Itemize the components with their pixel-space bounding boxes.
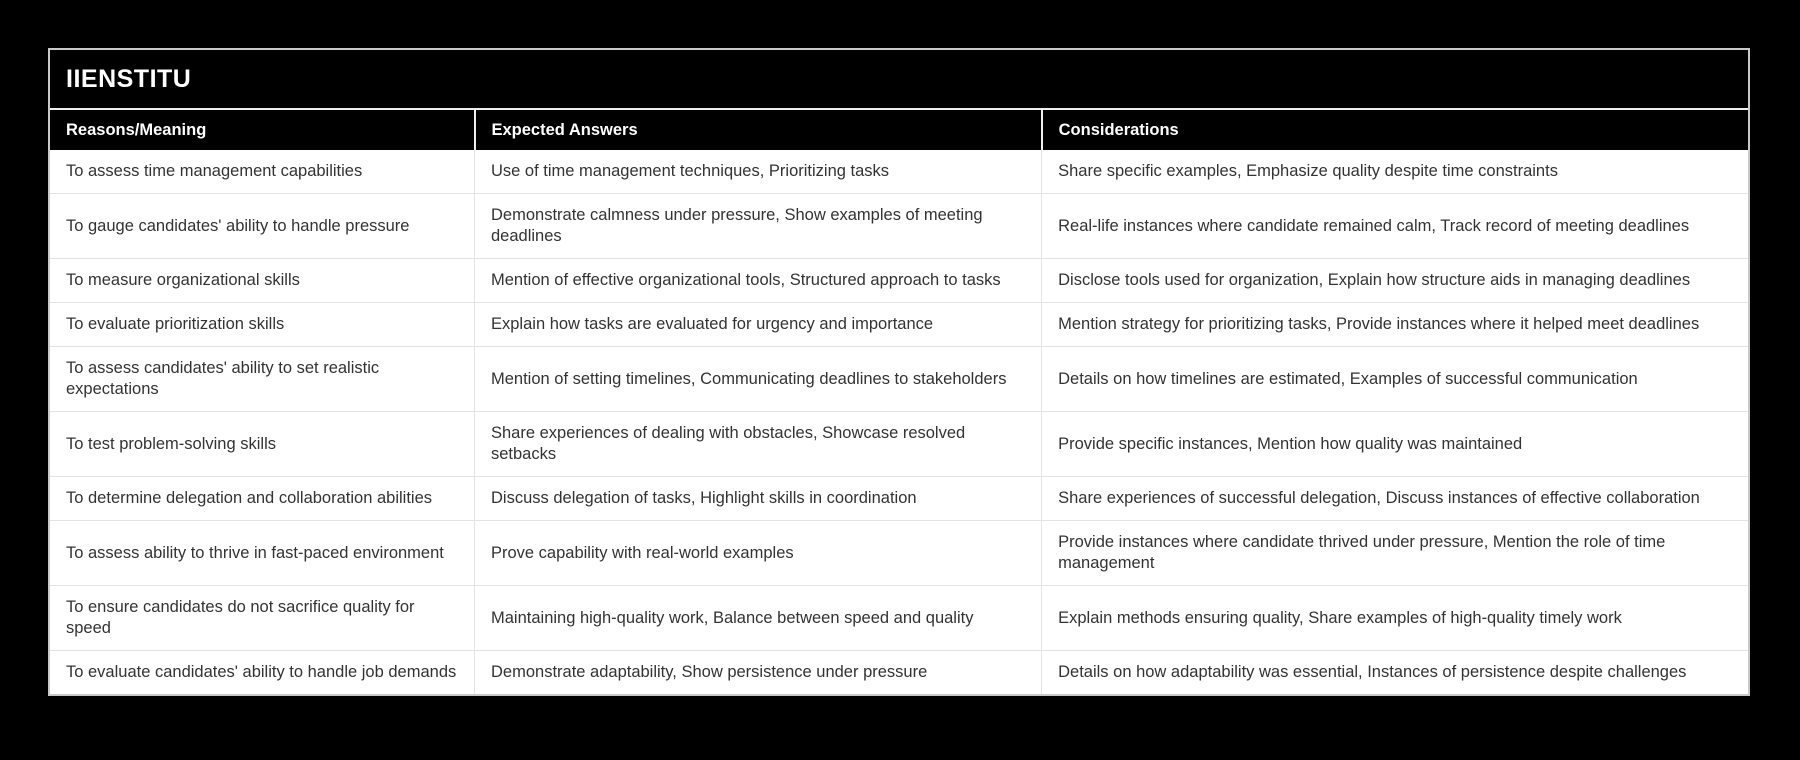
- cell-reason: To measure organizational skills: [50, 259, 475, 303]
- cell-expected: Maintaining high-quality work, Balance between speed and quality: [475, 586, 1042, 651]
- table-row: [50, 477, 1748, 521]
- cell-expected: Demonstrate calmness under pressure, Show examples of meeting deadlines: [475, 194, 1042, 259]
- table-row: [50, 521, 1748, 586]
- column-header-expected-answers: Expected Answers: [475, 110, 1042, 150]
- cell-reason: To gauge candidates' ability to handle pressure: [50, 194, 475, 259]
- table-row: [50, 194, 1748, 259]
- header-row: [50, 110, 1748, 150]
- cell-expected: Mention of setting timelines, Communicating deadlines to stakeholders: [475, 347, 1042, 412]
- cell-expected: Prove capability with real-world examples: [475, 521, 1042, 586]
- interview-criteria-table: [50, 110, 1748, 694]
- cell-considerations: Provide specific instances, Mention how quality was maintained: [1042, 412, 1748, 477]
- column-header-considerations: Considerations: [1042, 110, 1748, 150]
- cell-considerations: Details on how timelines are estimated, Examples of successful communication: [1042, 347, 1748, 412]
- table-row: [50, 412, 1748, 477]
- cell-expected: Use of time management techniques, Prioritizing tasks: [475, 150, 1042, 194]
- cell-considerations: Disclose tools used for organization, Explain how structure aids in managing deadlines: [1042, 259, 1748, 303]
- table-card: [48, 48, 1750, 696]
- cell-reason: To assess time management capabilities: [50, 150, 475, 194]
- cell-considerations: Mention strategy for prioritizing tasks, Provide instances where it helped meet deadlines: [1042, 303, 1748, 347]
- table-header: [50, 110, 1748, 150]
- cell-expected: Explain how tasks are evaluated for urgency and importance: [475, 303, 1042, 347]
- table-row: [50, 303, 1748, 347]
- cell-expected: Demonstrate adaptability, Show persistence under pressure: [475, 651, 1042, 695]
- table-row: [50, 347, 1748, 412]
- cell-reason: To evaluate candidates' ability to handle job demands: [50, 651, 475, 695]
- table-body: [50, 150, 1748, 694]
- cell-considerations: Share experiences of successful delegation, Discuss instances of effective collaboration: [1042, 477, 1748, 521]
- table-row: [50, 586, 1748, 651]
- cell-reason: To assess ability to thrive in fast-paced environment: [50, 521, 475, 586]
- cell-expected: Discuss delegation of tasks, Highlight skills in coordination: [475, 477, 1042, 521]
- table-row: [50, 651, 1748, 695]
- cell-reason: To determine delegation and collaboration abilities: [50, 477, 475, 521]
- cell-considerations: Provide instances where candidate thrived under pressure, Mention the role of time management: [1042, 521, 1748, 586]
- cell-expected: Share experiences of dealing with obstacles, Showcase resolved setbacks: [475, 412, 1042, 477]
- cell-considerations: Share specific examples, Emphasize quality despite time constraints: [1042, 150, 1748, 194]
- cell-expected: Mention of effective organizational tools, Structured approach to tasks: [475, 259, 1042, 303]
- cell-reason: To ensure candidates do not sacrifice quality for speed: [50, 586, 475, 651]
- cell-reason: To test problem-solving skills: [50, 412, 475, 477]
- cell-considerations: Real-life instances where candidate remained calm, Track record of meeting deadlines: [1042, 194, 1748, 259]
- cell-reason: To assess candidates' ability to set realistic expectations: [50, 347, 475, 412]
- cell-considerations: Details on how adaptability was essential, Instances of persistence despite challenges: [1042, 651, 1748, 695]
- cell-considerations: Explain methods ensuring quality, Share examples of high-quality timely work: [1042, 586, 1748, 651]
- table-row: [50, 259, 1748, 303]
- page-title: IIENSTITU: [50, 50, 1748, 110]
- column-header-reasons: Reasons/Meaning: [50, 110, 475, 150]
- cell-reason: To evaluate prioritization skills: [50, 303, 475, 347]
- table-row: [50, 150, 1748, 194]
